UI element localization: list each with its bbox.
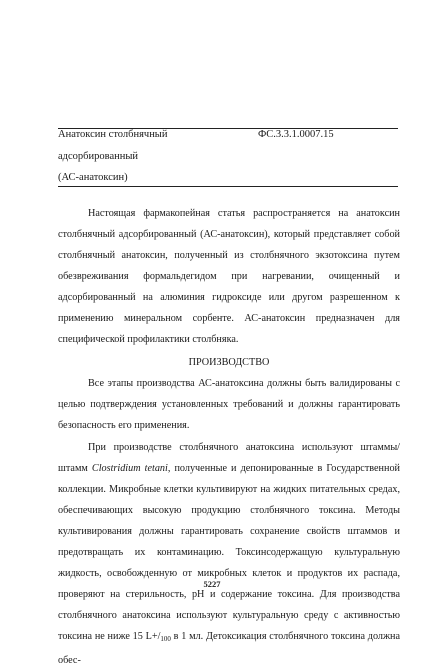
intro-paragraph: Настоящая фармакопейная статья распространяется на анатоксин столбнячный адсорбированный (АС-анатоксин), который представляет собой столбнячный анатоксин, полученный из столбнячного экзотоксина путем обезвреживания формальдегидом при нагревании, очищенный и адсорбированный на алюминия гидроксиде или другом разрешенном к применению минеральном сорбенте. АС-анатоксин предназначен для специфической профилактики столбняка.	[58, 208, 400, 345]
production-text-c: в 1 мл. Детоксикация столбнячного токсина должна обес-	[58, 631, 401, 666]
production-text-a: При производстве столбнячного анатоксина используют штаммы/штамм	[58, 442, 400, 474]
validation-paragraph: Все этапы производства АС-анатоксина должны быть валидированы с целью подтверждения установленных требований и должны гарантировать безопасность его применения.	[58, 378, 400, 431]
article-title-line-1: Анатоксин столбнячный	[58, 129, 168, 140]
unit-subscript: 100	[160, 635, 171, 643]
header-bottom-rule	[58, 186, 398, 187]
section-heading: ПРОИЗВОДСТВО	[188, 357, 270, 368]
production-paragraph	[58, 437, 400, 671]
article-code: ФС.3.3.1.0007.15	[258, 129, 334, 140]
page-number: 5227	[203, 579, 221, 589]
species-name: Clostridium tetani	[91, 463, 168, 474]
article-title-line-3: (АС-анатоксин)	[58, 172, 128, 183]
article-body	[58, 203, 400, 671]
article-title-line-2: адсорбированный	[58, 151, 139, 162]
production-text-b: , полученные и депонированные в Государственной коллекции. Микробные клетки культивируют на жидких питательных средах, обеспечивающих высокую продукцию столбнячного токсина. Методы культивирования должны гарантировать сохранение свойств штаммов и предотвращать их контаминацию. Токсинсодержащую культуральную жидкость, освобожденную от микробных клеток и продуктов их распада, проверяют на стерильность, pH и содержание токсина. Для производства столбнячного анатоксина используют культуральную среду с активностью токсина не ниже 15 L+/	[58, 463, 400, 642]
